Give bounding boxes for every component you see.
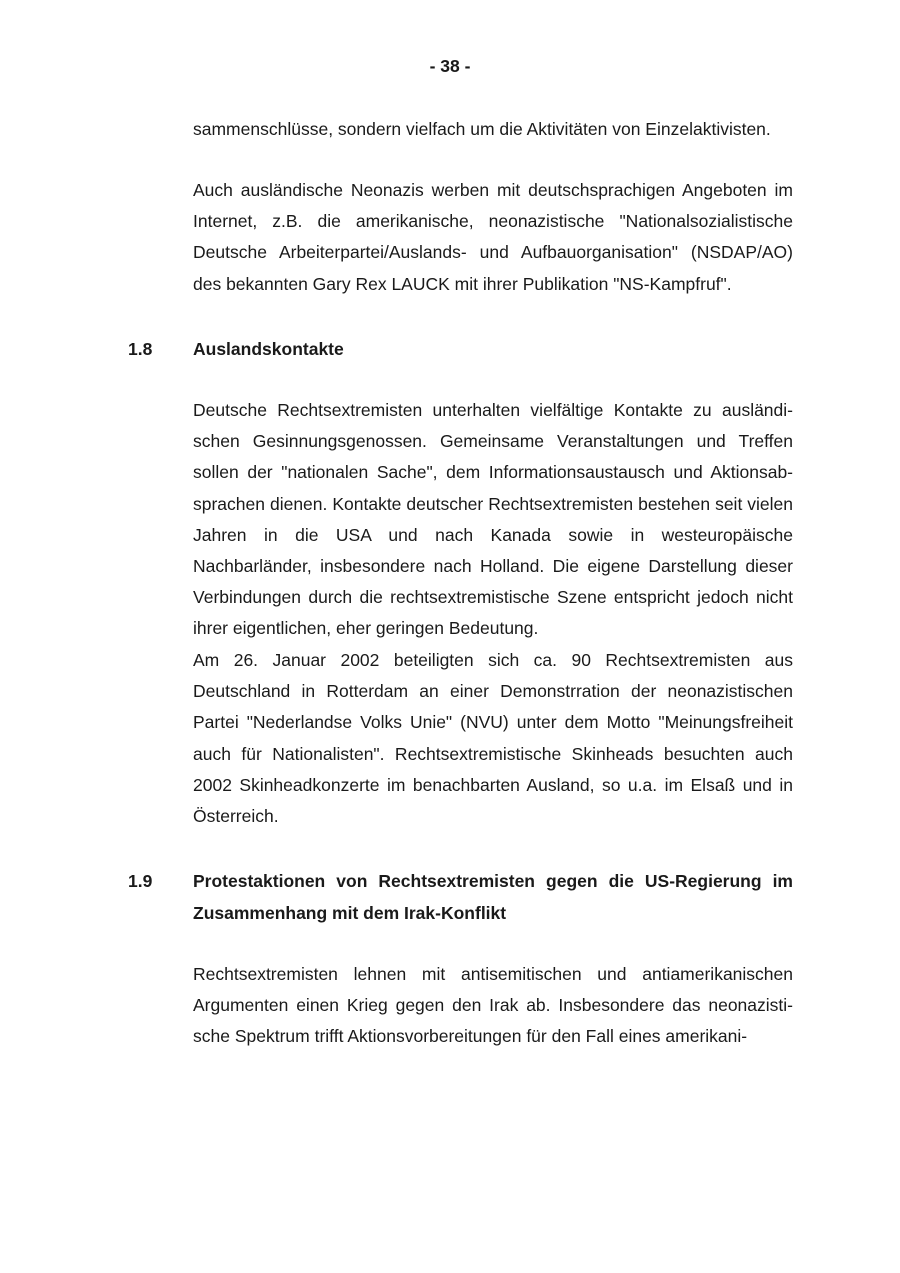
- section-1-8-paragraph-2: Am 26. Januar 2002 beteiligten sich ca. 90 Rechtsextremisten aus Deutschland in Rotterdam an einer Demonstrration der neonazistischen Partei "Nederlandse Volks Unie" (NVU) unter dem Motto "Meinungsfreiheit auch für Nationalisten". Rechtsextremistische Skinheads besuchten auch 2002 Skinheadkonzerte im benachbarten Ausland, so u.a. im Elsaß und in Österreich.: [193, 650, 793, 827]
- section-1-8-title: Auslandskontakte: [193, 339, 344, 359]
- paragraph-foreign-neonazis: Auch ausländische Neonazis werben mit deutschsprachigen Angeboten im Internet, z.B. die amerikanische, neonazistische "Nationalsozialistische Deutsche Arbeiterpartei/Auslands- und Aufbauorganisation" (NSDAP/AO) des bekannten Gary Rex LAUCK mit ihrer Publikation "NS-Kampfruf".: [193, 180, 793, 294]
- section-1-9-number: 1.9: [128, 871, 153, 891]
- section-1-8-number: 1.8: [128, 339, 153, 359]
- section-1-8-paragraph-1: Deutsche Rechtsextremisten unterhalten vielfältige Kontakte zu ausländischen Gesinnungsgenossen. Gemeinsame Veranstaltungen und Treffen sollen der "nationalen Sache", dem Informationsaustausch und Aktionsabsprachen dienen. Kontakte deutscher Rechtsextremisten bestehen seit vielen Jahren in die USA und nach Kanada sowie in westeuropäische Nachbarländer, insbesondere nach Holland. Die eigene Darstellung dieser Verbindungen durch die rechtsextremistische Szene entspricht jedoch nicht ihrer eigentlichen, eher geringen Bedeutung.: [193, 400, 793, 639]
- section-1-9-title: Protestaktionen von Rechtsextremisten gegen die US-Regierung im Zusammenhang mit dem Irak-Konflikt: [193, 871, 793, 923]
- section-1-9-paragraph-1: Rechtsextremisten lehnen mit antisemitischen und antiamerikanischen Argumenten einen Krieg gegen den Irak ab. Insbesondere das neonazistische Spektrum trifft Aktionsvorbereitungen für den Fall eines amerikani-: [193, 964, 793, 1047]
- page-number: - 38 -: [429, 56, 471, 76]
- paragraph-continued: sammenschlüsse, sondern vielfach um die Aktivitäten von Einzelaktivisten.: [193, 119, 771, 139]
